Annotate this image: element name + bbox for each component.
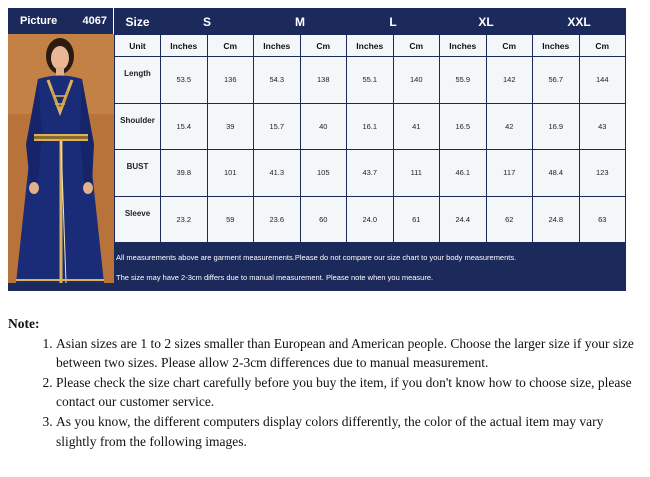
table-cell: 123	[579, 150, 626, 197]
table-cell: 142	[486, 57, 533, 104]
footnote-garment: All measurements above are garment measurements.Please do not compare our size chart to your body measurements.	[116, 252, 517, 262]
table-cell: 54.3	[254, 57, 301, 104]
chart-footnotes	[114, 242, 626, 291]
table-row-bust	[115, 150, 626, 197]
table-cell: 16.1	[347, 103, 394, 150]
table-row-shoulder	[115, 103, 626, 150]
product-code: 4067	[82, 15, 107, 27]
note-list	[56, 334, 638, 452]
unit-inches: Inches	[347, 35, 394, 57]
table-row-sleeve	[115, 196, 626, 243]
table-cell: 53.5	[161, 57, 208, 104]
table-cell: 61	[393, 196, 440, 243]
unit-cm: Cm	[300, 35, 347, 57]
table-cell: 16.9	[533, 103, 580, 150]
picture-label: Picture	[20, 15, 58, 27]
table-cell: 138	[300, 57, 347, 104]
table-cell: 39.8	[161, 150, 208, 197]
size-header-row	[115, 9, 626, 35]
table-cell: 40	[300, 103, 347, 150]
list-item: 2. Please check the size chart carefully before you buy the item, if you don't know how to choose size, please contact our customer service.	[56, 373, 638, 412]
table-cell: 48.4	[533, 150, 580, 197]
table-cell: 56.7	[533, 57, 580, 104]
table-cell: 42	[486, 103, 533, 150]
size-xxl: XXL	[533, 9, 626, 35]
unit-label: Unit	[115, 35, 161, 57]
table-cell: 46.1	[440, 150, 487, 197]
table-cell: 60	[300, 196, 347, 243]
unit-cm: Cm	[486, 35, 533, 57]
table-cell: 63	[579, 196, 626, 243]
list-item: 3. As you know, the different computers display colors differently, the color of the actual item may vary slightly from the following images.	[56, 412, 638, 451]
unit-inches: Inches	[161, 35, 208, 57]
table-cell: 101	[207, 150, 254, 197]
picture-header	[8, 8, 114, 34]
size-label: Size	[115, 9, 161, 35]
table-cell: 15.7	[254, 103, 301, 150]
table-cell: 24.4	[440, 196, 487, 243]
table-cell: 144	[579, 57, 626, 104]
size-xl: XL	[440, 9, 533, 35]
size-s: S	[161, 9, 254, 35]
table-cell: 136	[207, 57, 254, 104]
row-label: BUST	[115, 150, 161, 197]
dress-model-illustration	[8, 34, 114, 283]
table-cell: 24.0	[347, 196, 394, 243]
unit-inches: Inches	[254, 35, 301, 57]
unit-inches: Inches	[533, 35, 580, 57]
picture-column	[8, 8, 114, 283]
table-cell: 62	[486, 196, 533, 243]
table-cell: 15.4	[161, 103, 208, 150]
table-cell: 105	[300, 150, 347, 197]
table-cell: 117	[486, 150, 533, 197]
footnote-tolerance: The size may have 2-3cm differs due to manual measurement. Please note when you measure.	[116, 272, 434, 282]
table-cell: 24.8	[533, 196, 580, 243]
table-cell: 23.2	[161, 196, 208, 243]
unit-inches: Inches	[440, 35, 487, 57]
size-chart	[8, 8, 626, 291]
unit-cm: Cm	[579, 35, 626, 57]
table-row-length	[115, 57, 626, 104]
table-cell: 41.3	[254, 150, 301, 197]
table-cell: 39	[207, 103, 254, 150]
product-photo	[8, 34, 114, 283]
measurement-table	[114, 8, 626, 243]
unit-cm: Cm	[393, 35, 440, 57]
unit-row	[115, 35, 626, 57]
table-cell: 55.9	[440, 57, 487, 104]
table-cell: 59	[207, 196, 254, 243]
table-cell: 43.7	[347, 150, 394, 197]
unit-cm: Cm	[207, 35, 254, 57]
table-cell: 16.5	[440, 103, 487, 150]
table-cell: 55.1	[347, 57, 394, 104]
table-cell: 23.6	[254, 196, 301, 243]
table-cell: 140	[393, 57, 440, 104]
row-label: Sleeve	[115, 196, 161, 243]
row-label: Length	[115, 57, 161, 104]
table-cell: 43	[579, 103, 626, 150]
notes-section	[8, 314, 638, 451]
row-label: Shoulder	[115, 103, 161, 150]
note-title: Note:	[8, 316, 40, 331]
size-m: M	[254, 9, 347, 35]
table-cell: 41	[393, 103, 440, 150]
table-cell: 111	[393, 150, 440, 197]
list-item: 1. Asian sizes are 1 to 2 sizes smaller than European and American people. Choose the larger size if your size between two sizes. Please allow 2-3cm differences due to manual measurement.	[56, 334, 638, 373]
size-l: L	[347, 9, 440, 35]
